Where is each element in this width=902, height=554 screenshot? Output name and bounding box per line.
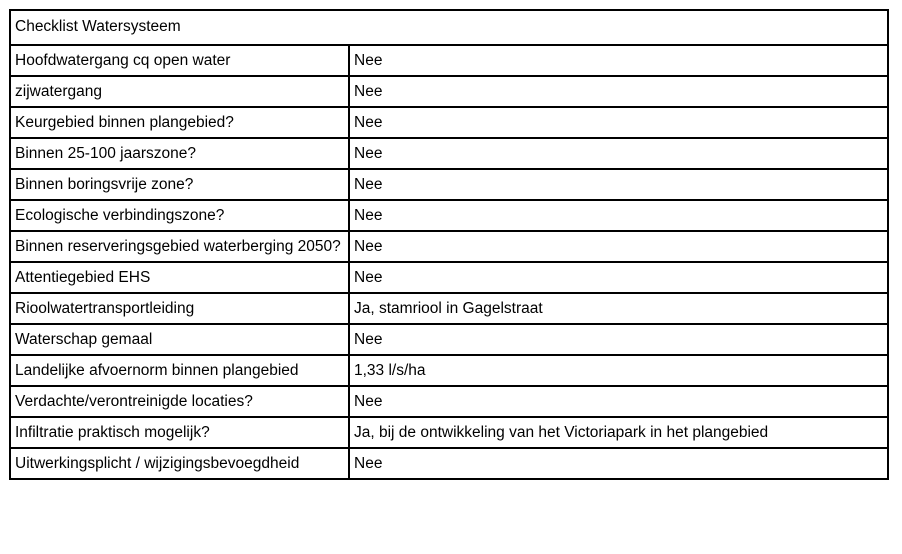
- row-label: Hoofdwatergang cq open water: [10, 45, 349, 76]
- row-value: Nee: [349, 386, 888, 417]
- checklist-body: [10, 10, 888, 479]
- table-row: [10, 231, 888, 262]
- table-row: [10, 262, 888, 293]
- table-header-row: [10, 10, 888, 45]
- row-value: Nee: [349, 138, 888, 169]
- row-label: Binnen reserveringsgebied waterberging 2050?: [10, 231, 349, 262]
- table-row: [10, 448, 888, 479]
- row-label: Rioolwatertransportleiding: [10, 293, 349, 324]
- row-label: Attentiegebied EHS: [10, 262, 349, 293]
- row-value: Nee: [349, 45, 888, 76]
- table-row: [10, 417, 888, 448]
- row-label: Verdachte/verontreinigde locaties?: [10, 386, 349, 417]
- checklist-table: [9, 9, 889, 480]
- row-label: Binnen boringsvrije zone?: [10, 169, 349, 200]
- row-value: Nee: [349, 324, 888, 355]
- table-row: [10, 386, 888, 417]
- row-value: Nee: [349, 448, 888, 479]
- row-value: Nee: [349, 200, 888, 231]
- row-label: zijwatergang: [10, 76, 349, 107]
- row-value: Ja, bij de ontwikkeling van het Victoriapark in het plangebied: [349, 417, 888, 448]
- table-row: [10, 45, 888, 76]
- row-label: Ecologische verbindingszone?: [10, 200, 349, 231]
- row-label: Binnen 25-100 jaarszone?: [10, 138, 349, 169]
- row-value: Nee: [349, 169, 888, 200]
- row-label: Uitwerkingsplicht / wijzigingsbevoegdheid: [10, 448, 349, 479]
- table-row: [10, 107, 888, 138]
- row-value: Nee: [349, 107, 888, 138]
- table-row: [10, 138, 888, 169]
- table-title: Checklist Watersysteem: [10, 10, 888, 45]
- row-value: Nee: [349, 76, 888, 107]
- row-value: Nee: [349, 262, 888, 293]
- row-label: Infiltratie praktisch mogelijk?: [10, 417, 349, 448]
- row-value: Nee: [349, 231, 888, 262]
- checklist-container: [9, 9, 887, 480]
- row-label: Keurgebied binnen plangebied?: [10, 107, 349, 138]
- row-label: Waterschap gemaal: [10, 324, 349, 355]
- table-row: [10, 293, 888, 324]
- row-label: Landelijke afvoernorm binnen plangebied: [10, 355, 349, 386]
- row-value: Ja, stamriool in Gagelstraat: [349, 293, 888, 324]
- table-row: [10, 76, 888, 107]
- row-value: 1,33 l/s/ha: [349, 355, 888, 386]
- table-row: [10, 324, 888, 355]
- table-row: [10, 355, 888, 386]
- table-row: [10, 200, 888, 231]
- table-row: [10, 169, 888, 200]
